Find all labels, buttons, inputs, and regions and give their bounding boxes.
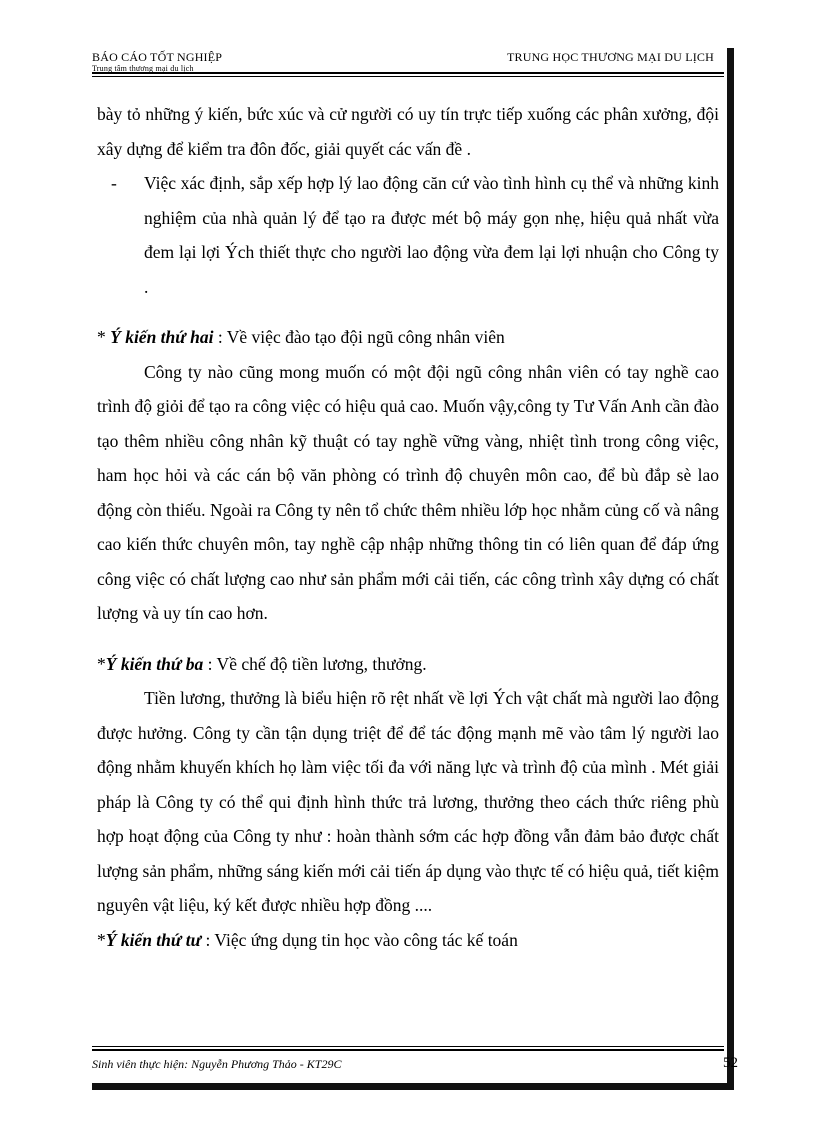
footer-student-name: Sinh viên thực hiện: Nguyễn Phương Thảo - KT29C	[92, 1057, 342, 1071]
spacer	[97, 631, 719, 647]
section-2-label: Ý kiến thứ hai	[110, 327, 214, 347]
spacer	[97, 304, 719, 320]
header-school-name: TRUNG HỌC THƯƠNG MẠI DU LỊCH	[506, 50, 714, 64]
section-4-prefix: *	[97, 929, 106, 950]
section-heading-4	[97, 923, 719, 958]
paragraph-continuation: bày tỏ những ý kiến, bức xúc và cử người có uy tín trực tiếp xuống các phân xưởng, đội xây dựng để kiểm tra đôn đốc, giải quyết các vấn đề .	[97, 104, 719, 159]
section-3-prefix: *	[97, 653, 106, 674]
section-2-title: : Về việc đào tạo đội ngũ công nhân viên	[217, 327, 505, 347]
section-4-label: Ý kiến thứ tư	[105, 929, 202, 950]
section-3-title: : Về chế độ tiền lương, thưởng.	[207, 653, 427, 674]
bullet-dash: -	[111, 173, 117, 193]
page-number: 52	[723, 1055, 738, 1071]
header-subtitle: Trung tâm thương mại du lịch	[92, 64, 194, 73]
section-2-prefix: *	[97, 327, 111, 347]
section-4-title: : Việc ứng dụng tin học vào công tác kế toán	[205, 929, 518, 950]
header-report-title: BÁO CÁO TỐT NGHIỆP	[92, 50, 223, 64]
section-2-paragraph: Công ty nào cũng mong muốn có một đội ngũ công nhân viên có tay nghề cao trình độ giỏi để tạo ra công việc có hiệu quả cao. Muốn vậy,công ty Tư Vấn Anh cần đào tạo thêm nhiều công nhân kỹ thuật có tay nghề vững vàng, nhiệt tình trong công việc, ham học hỏi và các cán bộ văn phòng có trình độ chuyên môn cao, để bù đắp sè lao động còn thiếu. Ngoài ra Công ty nên tổ chức thêm nhiều lớp học nhằm củng cố và nâng cao kiến thức chuyên môn, tay nghề cập nhập những thông tin có liên quan để đáp ứng công việc có chất lượng cao như sản phẩm mới cải tiến, các công trình xây dựng có chất lượng và uy tín cao hơn.	[97, 361, 719, 623]
page-body	[97, 97, 719, 957]
section-3-paragraph: Tiền lương, thưởng là biểu hiện rõ rệt nhất về lợi Ých vật chất mà người lao động được hưởng. Công ty cần tận dụng triệt để để tác động mạnh mẽ vào tâm lý người lao động nhằm khuyến khích họ làm việc tối đa với năng lực và trình độ của mình . Mét giải pháp là Công ty có thể qui định hình thức trả lương, thưởng theo cách thức riêng phù hợp hoạt động của Công ty như : hoàn thành sớm các hợp đồng vẫn đảm bảo được chất lượng sản phẩm, những sáng kiến mới cải tiến áp dụng vào thực tế có hiệu quả, tiết kiệm nguyên vật liệu, ký kết được nhiều hợp đồng ....	[97, 688, 719, 915]
section-3-label: Ý kiến thứ ba	[105, 653, 204, 674]
footer-rule	[92, 1046, 724, 1051]
bullet-text: Việc xác định, sắp xếp hợp lý lao động căn cứ vào tình hình cụ thể và những kinh nghiệm của nhà quản lý để tạo ra được mét bộ máy gọn nhẹ, hiệu quả nhất vừa đem lại lợi Ých thiết thực cho người lao động vừa đem lại lợi nhuận cho Công ty .	[144, 173, 719, 297]
section-heading-3	[97, 647, 719, 682]
bullet-item	[111, 166, 719, 304]
section-heading-2	[97, 320, 719, 355]
header-rule	[92, 72, 724, 77]
